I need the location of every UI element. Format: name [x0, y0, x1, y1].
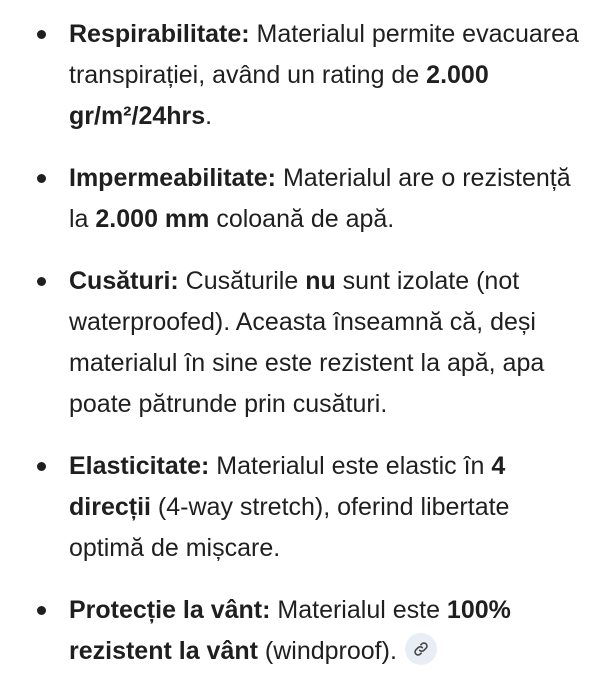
- list-item-respirabilitate: [0, 14, 616, 137]
- feature-list: [0, 14, 616, 693]
- item-label: Elasticitate:: [69, 452, 210, 480]
- item-text: Materialul este: [270, 596, 447, 624]
- item-text-end: (windproof).: [257, 637, 397, 665]
- item-text: Materialul are o rezistență la: [69, 164, 571, 233]
- item-emphasis: 2.000 mm: [95, 205, 210, 233]
- item-text: Materialul permite evacuarea transpirației, având un rating de: [69, 20, 579, 89]
- item-label: Protecție la vânt:: [69, 596, 271, 624]
- item-label: Impermeabilitate:: [69, 164, 277, 192]
- item-text: Cusăturile: [178, 267, 306, 295]
- list-item-elasticitate: [0, 446, 616, 569]
- list-item-protectie-vant: [0, 590, 616, 672]
- bullet: [37, 174, 46, 183]
- bullet: [37, 462, 46, 471]
- item-emphasis: 100% rezistent la vânt: [69, 596, 511, 665]
- item-emphasis: 4 direcții: [69, 452, 506, 521]
- item-label: Respirabilitate:: [69, 20, 250, 48]
- bullet: [37, 30, 46, 39]
- item-text: Materialul este elastic în: [209, 452, 492, 480]
- item-label: Cusături:: [69, 267, 179, 295]
- item-emphasis: 2.000 gr/m²/24hrs: [69, 61, 489, 130]
- bullet: [37, 606, 46, 615]
- bullet: [37, 277, 46, 286]
- item-emphasis: nu: [305, 267, 336, 295]
- link-icon: [413, 641, 429, 657]
- list-item-cusaturi: [0, 261, 616, 425]
- item-text-end: (4-way stretch), oferind libertate optimă de mișcare.: [69, 493, 510, 562]
- list-item-impermeabilitate: [0, 158, 616, 240]
- item-text-end: .: [205, 102, 213, 130]
- item-text-end: coloană de apă.: [209, 205, 395, 233]
- item-text-end: sunt izolate (not waterproofed). Aceasta înseamnă că, deși materialul în sine este rezistent la apă, apa poate pătrunde prin cusături.: [69, 267, 545, 418]
- source-link-button[interactable]: [405, 633, 437, 665]
